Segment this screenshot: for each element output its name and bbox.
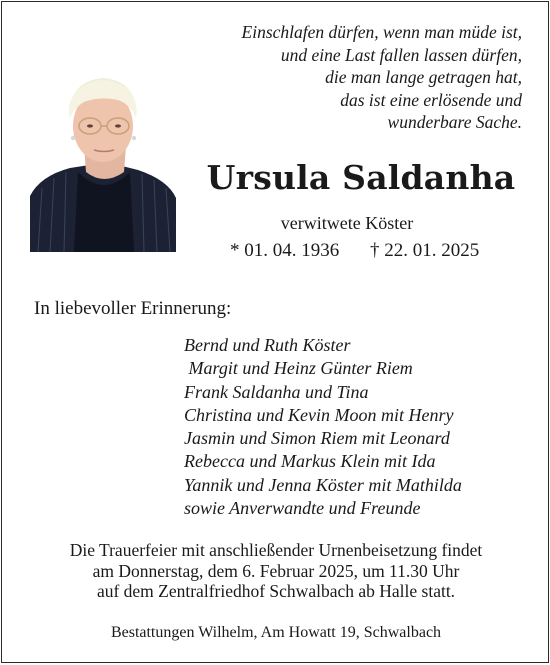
mourner-line: Jasmin und Simon Riem mit Leonard	[184, 428, 450, 449]
portrait-photo	[30, 68, 176, 252]
obituary-notice	[1, 1, 549, 663]
poem	[192, 21, 522, 134]
poem-line: Einschlafen dürfen, wenn man müde ist,	[241, 22, 522, 42]
death-date: † 22. 01. 2025	[370, 240, 480, 261]
mourner-line: Frank Saldanha und Tina	[184, 381, 369, 402]
mourner-line: Rebecca und Markus Klein mit Ida	[184, 451, 436, 472]
service-line: Die Trauerfeier mit anschließender Urnenbeisetzung findet	[69, 540, 483, 560]
birth-date: * 01. 04. 1936	[230, 240, 340, 261]
mourner-line: Margit und Heinz Günter Riem	[184, 358, 413, 379]
service-line: am Donnerstag, dem 6. Februar 2025, um 11.30 Uhr	[92, 560, 460, 581]
poem-line: das ist eine erlösende und	[340, 89, 522, 110]
poem-line: die man lange getragen hat,	[325, 67, 522, 87]
funeral-service-info	[22, 540, 530, 602]
memory-heading: In liebevoller Erinnerung:	[34, 298, 232, 319]
poem-line: und eine Last fallen lassen dürfen,	[280, 44, 522, 65]
deceased-name: Ursula Saldanha	[206, 158, 516, 197]
mourner-line: Yannik und Jenna Köster mit Mathilda	[184, 474, 462, 495]
poem-line: wunderbare Sache.	[387, 112, 522, 132]
mourner-line: Christina und Kevin Moon mit Henry	[184, 404, 454, 425]
service-line: auf dem Zentralfriedhof Schwalbach ab Halle statt.	[96, 581, 456, 601]
mourner-line: sowie Anverwandte und Freunde	[184, 498, 421, 519]
widowed-note: verwitwete Köster	[280, 213, 414, 233]
undertaker-info: Bestattungen Wilhelm, Am Howatt 19, Schwalbach	[110, 624, 442, 641]
mourners-list	[184, 334, 524, 520]
mourner-line: Bernd und Ruth Köster	[184, 335, 351, 355]
